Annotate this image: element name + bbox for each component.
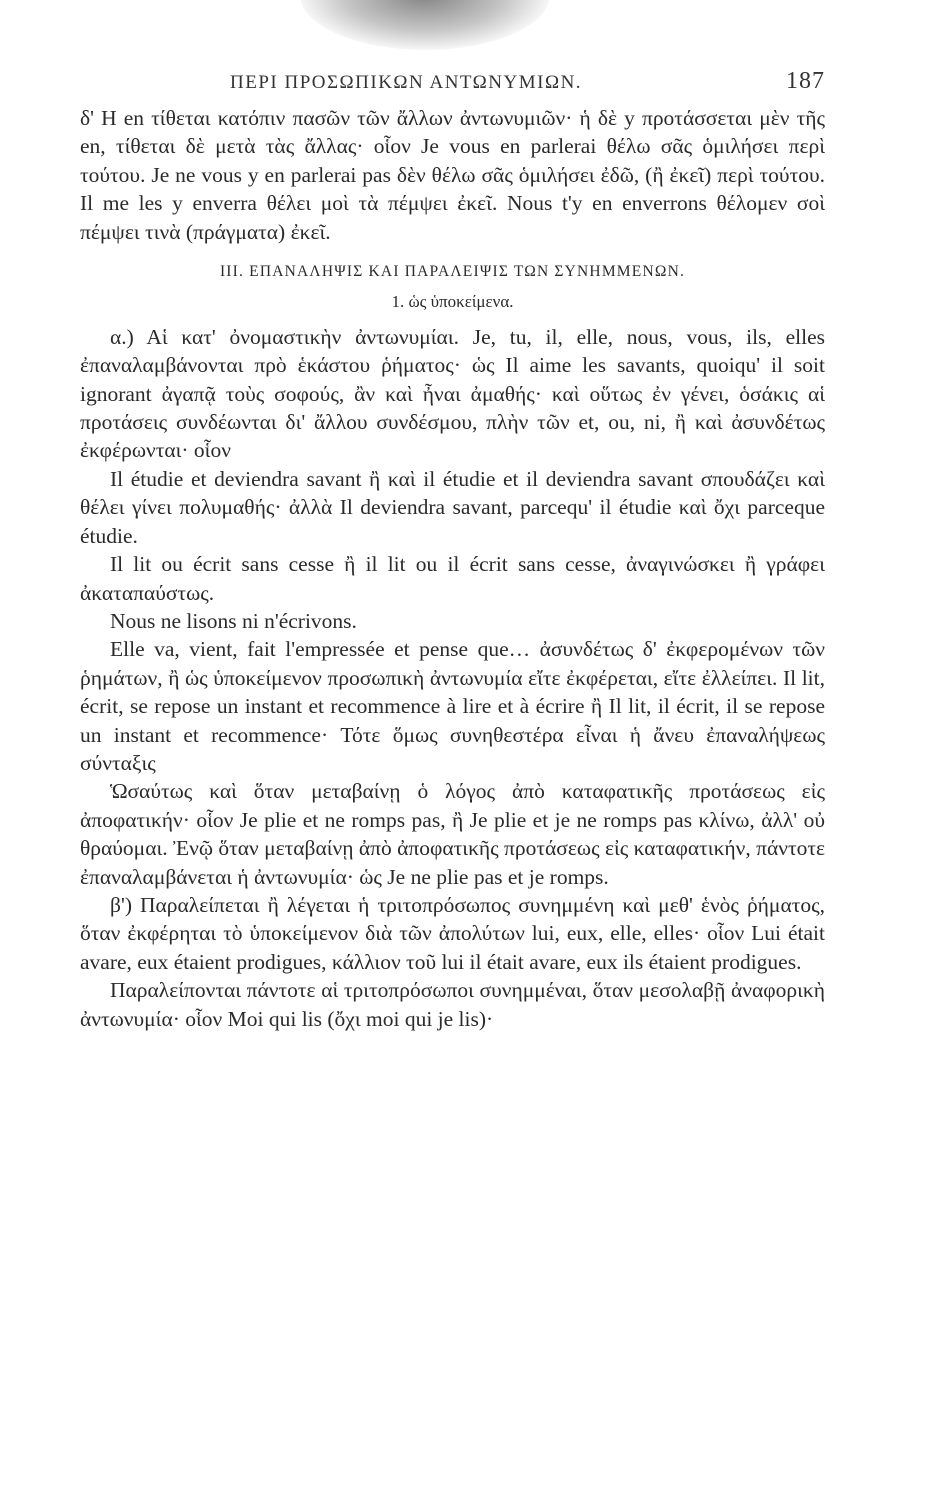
section-heading: III. ΕΠΑΝΑΛΗΨΙΣ ΚΑΙ ΠΑΡΑΛΕΙΨΙΣ ΤΩΝ ΣΥΝΗΜΜΕΝΩΝ. [219, 263, 686, 281]
paragraph: Elle va, vient, fait l'empressée et pense que… ἀσυνδέτως δ' ἐκφερομένων τῶν ῥημάτων, ἢ ὡς ὑποκείμενον προσωπικὴ ἀντωνυμία εἴτε ἐκφέρεται, εἴτε ἐλλείπει. Il lit, écrit, se repose un instant et recommence à lire et à écrire ἢ Il lit, il écrit, il se repose un instant et recommence· Τότε ὅμως συνηθεστέρα εἶναι ἡ ἄνευ ἐπαναλήψεως σύνταξις [80, 637, 825, 775]
paragraph: δ' Η en τίθεται κατόπιν πασῶν τῶν ἄλλων ἀντωνυμιῶν· ἡ δὲ y προτάσσεται μὲν τῆς en, τίθεται δὲ μετὰ τὰς ἄλλας· οἷον Je vous en parlerai θέλω σᾶς ὁμιλήσει περὶ τούτου. Je ne vous y en parlerai pas δὲν θέλω σᾶς ὁμιλήσει ἐδῶ, (ἢ ἐκεῖ) περὶ τούτου. Il me les y enverra θέλει μοὶ τὰ πέμψει ἐκεῖ. Nous t'y en enverrons θέλομεν σοὶ πέμψει τινὰ (πράγματα) ἐκεῖ. [80, 106, 825, 244]
paragraph: Nous ne lisons ni n'écrivons. [110, 608, 357, 633]
paragraph: β') Παραλείπεται ἢ λέγεται ἡ τριτοπρόσωπος συνημμένη καὶ μεθ' ἑνὸς ῥήματος, ὅταν ἐκφέρηται τὸ ὑποκείμενον διὰ τῶν ἀπολύτων lui, eux, elle, elles· οἷον Lui était avare, eux étaient prodigues, κάλλιον τοῦ lui il était avare, eux ils étaient prodigues. [80, 892, 825, 974]
paragraph: α.) Αἱ κατ' ὀνομαστικὴν ἀντωνυμίαι. Je, tu, il, elle, nous, vous, ils, elles ἐπαναλαμβάνονται πρὸ ἑκάστου ῥήματος· ὡς Il aime les savants, quoiqu' il soit ignorant ἀγαπᾷ τοὺς σοφούς, ἂν καὶ ἦναι ἀμαθής· καὶ οὕτως ἐν γένει, ὁσάκις αἱ προτάσεις συνδέωνται δι' ἄλλου συνδέσμου, πλὴν τῶν et, ou, ni, ἢ καὶ ἀσυνδέτως ἐκφέρωνται· οἷον [80, 324, 825, 463]
subsection-heading: 1. ὡς ὑποκείμενα. [391, 292, 514, 312]
paragraph: Il lit ou écrit sans cesse ἢ il lit ou il écrit sans cesse, ἀναγινώσκει ἢ γράφει ἀκαταπαύστως. [80, 552, 825, 605]
running-title: ΠΕΡΙ ΠΡΟΣΩΠΙΚΩΝ ΑΝΤΩΝΥΜΙΩΝ. [230, 72, 583, 93]
page-number: 187 [786, 68, 825, 94]
running-head [80, 68, 825, 104]
book-page [80, 68, 825, 1033]
ink-smudge [300, 0, 550, 50]
paragraph: Il étudie et deviendra savant ἢ καὶ il étudie et il deviendra savant σπουδάζει καὶ θέλει γίνει πολυμαθής· ἀλλὰ Il deviendra savant, parcequ' il étudie καὶ ὄχι parceque étudie. [80, 466, 825, 548]
paragraph: Παραλείπονται πάντοτε αἱ τριτοπρόσωποι συνημμέναι, ὅταν μεσολαβῇ ἀναφορικὴ ἀντωνυμία· οἷον Moi qui lis (ὄχι moi qui je lis)· [80, 978, 825, 1031]
page-body [80, 104, 825, 1033]
paragraph: Ὡσαύτως καὶ ὅταν μεταβαίνῃ ὁ λόγος ἀπὸ καταφατικῆς προτάσεως εἰς ἀποφατικήν· οἷον Je plie et ne romps pas, ἢ Je plie et je ne romps pas κλίνω, ἀλλ' οὐ θραύομαι. Ἐνῷ ὅταν μεταβαίνῃ ἀπὸ ἀποφατικῆς προτάσεως εἰς καταφατικήν, πάντοτε ἐπαναλαμβάνεται ἡ ἀντωνυμία· ὡς Je ne plie pas et je romps. [80, 779, 826, 889]
